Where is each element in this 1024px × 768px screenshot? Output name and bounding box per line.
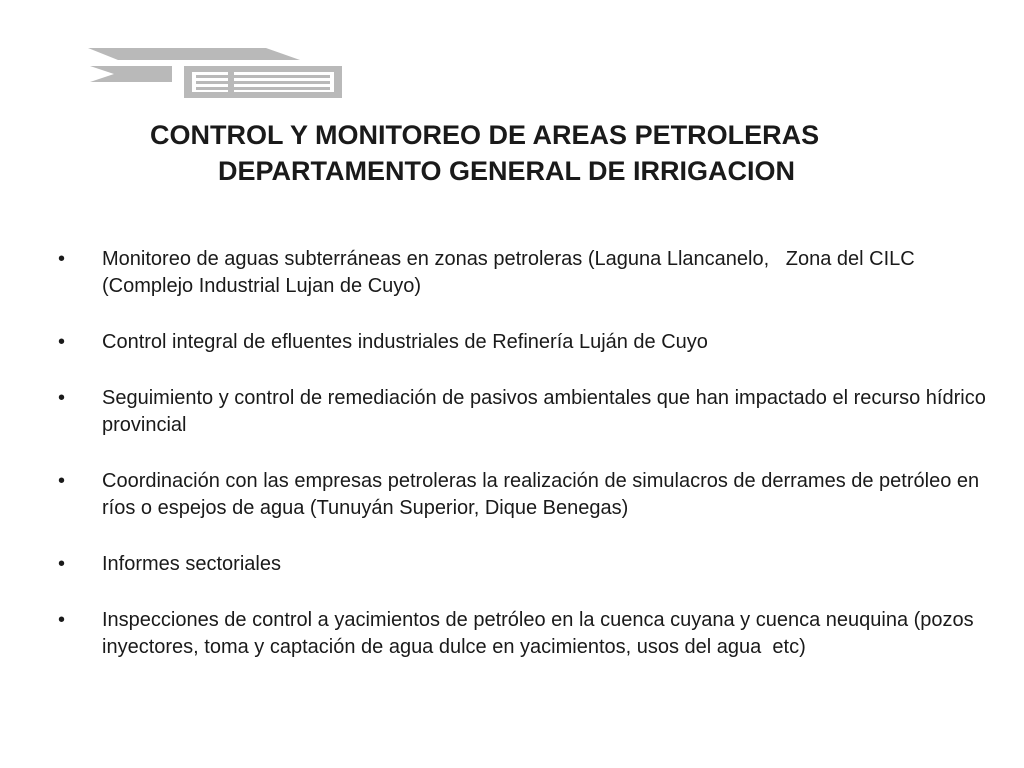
- bullet-text: Inspecciones de control a yacimientos de petróleo en la cuenca cuyana y cuenca neuquina (pozos inyectores, toma y captación de agua dulce en yacimientos, usos del agua etc): [102, 609, 980, 658]
- bullet-marker: •: [58, 470, 66, 492]
- bullet-marker: •: [58, 553, 66, 575]
- bullet-marker: •: [58, 609, 66, 631]
- bullet-text: Monitoreo de aguas subterráneas en zonas petroleras (Laguna Llancanelo, Zona del CILC (Complejo Industrial Lujan de Cuyo): [102, 248, 921, 297]
- bullet-list: [58, 246, 994, 690]
- bullet-item: [58, 607, 994, 661]
- bullet-item: [58, 329, 994, 356]
- bullet-text: Informes sectoriales: [102, 553, 281, 575]
- bullet-item: [58, 246, 994, 300]
- bullet-text: Control integral de efluentes industriales de Refinería Luján de Cuyo: [102, 331, 708, 353]
- bullet-marker: •: [58, 248, 66, 270]
- bullet-item: [58, 551, 994, 578]
- bullet-marker: •: [58, 331, 66, 353]
- title-line-2: DEPARTAMENTO GENERAL DE IRRIGACION: [218, 156, 796, 186]
- bullet-text: Seguimiento y control de remediación de pasivos ambientales que han impactado el recurso hídrico provincial: [102, 387, 992, 436]
- bullet-text: Coordinación con las empresas petroleras la realización de simulacros de derrames de petróleo en ríos o espejos de agua (Tunuyán Superior, Dique Benegas): [102, 470, 985, 519]
- title-line-1: CONTROL Y MONITOREO DE AREAS PETROLERAS: [150, 120, 820, 150]
- bullet-item: [58, 385, 994, 439]
- bullet-marker: •: [58, 387, 66, 409]
- institution-logo-icon: [88, 46, 344, 100]
- bullet-item: [58, 468, 994, 522]
- slide-title: [150, 117, 910, 189]
